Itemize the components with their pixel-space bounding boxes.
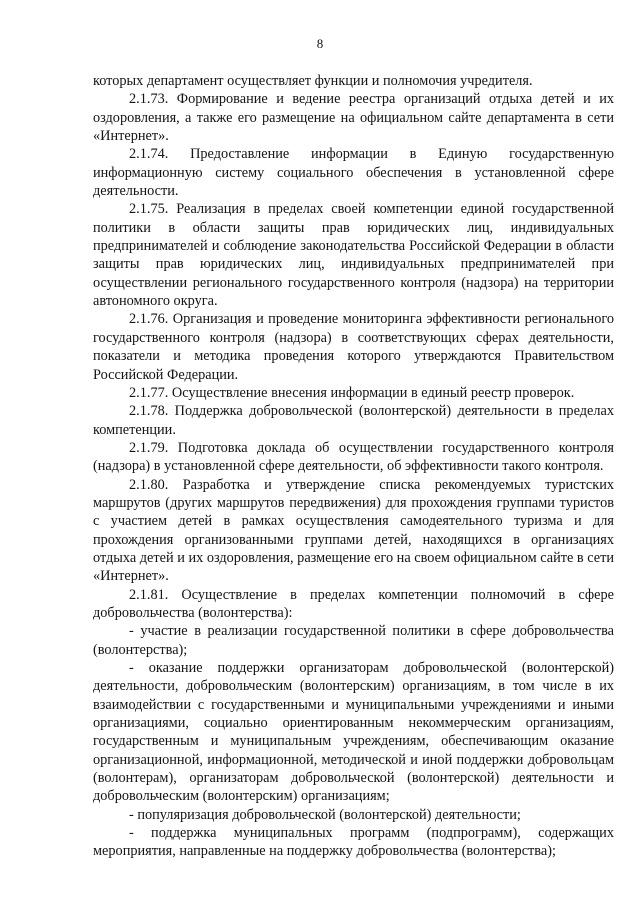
document-body — [93, 72, 614, 861]
list-item-support-organizers: - оказание поддержки организаторам добровольческой (волонтерской) деятельности, добровольческим (волонтерским) организациям, в том числе в их взаимодействии с государственными и муниципальными учреждениями и иными организациями, социально ориентированным некоммерческим организациям, государственным и муниципальным учреждениям, обеспечивающим оказание организационной, информационной, методической и иной поддержки добровольцам (волонтерам), организаторам добровольческой (волонтерской) деятельности и добровольческим (волонтерским) организациям; — [93, 660, 614, 805]
paragraph-2-1-80: 2.1.80. Разработка и утверждение списка рекомендуемых туристских маршрутов (других маршрутов передвижения) для прохождения группами туристов с участием детей в рамках осуществления самодеятельного туризма и для прохождения организованными группами детей, находящихся в организациях отдыха детей и их оздоровления, размещение его на своем официальном сайте в сети «Интернет». — [93, 476, 614, 585]
paragraph-2-1-74: 2.1.74. Предоставление информации в Единую государственную информационную систему социального обеспечения в установленной сфере деятельности. — [93, 146, 614, 200]
list-item-popularization: - популяризация добровольческой (волонтерской) деятельности; — [129, 806, 521, 823]
list-item-municipal-programs: - поддержка муниципальных программ (подпрограмм), содержащих мероприятия, направленные на поддержку добровольчества (волонтерства); — [93, 825, 614, 860]
paragraph-2-1-76: 2.1.76. Организация и проведение мониторинга эффективности регионального государственного контроля (надзора) в соответствующих сферах деятельности, показатели и методика проведения которого утверждаются Правительством Российской Федерации. — [93, 311, 614, 383]
paragraph-2-1-81: 2.1.81. Осуществление в пределах компетенции полномочий в сфере добровольчества (волонтерства): — [93, 586, 614, 621]
paragraph-2-1-79: 2.1.79. Подготовка доклада об осуществлении государственного контроля (надзора) в установленной сфере деятельности, об эффективности такого контроля. — [93, 439, 614, 475]
paragraph-2-1-77: 2.1.77. Осуществление внесения информации в единый реестр проверок. — [129, 384, 575, 401]
paragraph-2-1-78: 2.1.78. Поддержка добровольческой (волонтерской) деятельности в пределах компетенции. — [93, 403, 614, 438]
page-number: 8 — [316, 36, 324, 51]
list-item-participation: - участие в реализации государственной политики в сфере добровольчества (волонтерства); — [93, 623, 614, 658]
paragraph-2-1-73: 2.1.73. Формирование и ведение реестра организаций отдыха детей и их оздоровления, а также его размещение на официальном сайте департамента в сети «Интернет». — [93, 91, 614, 145]
paragraph-continuation: которых департамент осуществляет функции и полномочия учредителя. — [93, 73, 533, 89]
paragraph-2-1-75: 2.1.75. Реализация в пределах своей компетенции единой государственной политики в области защиты прав юридических лиц, индивидуальных предпринимателей и соблюдение законодательства Российской Федерации в области защиты прав юридических лиц, индивидуальных предпринимателей при осуществлении регионального государственного контроля (надзора) на территории автономного округа. — [93, 201, 614, 310]
